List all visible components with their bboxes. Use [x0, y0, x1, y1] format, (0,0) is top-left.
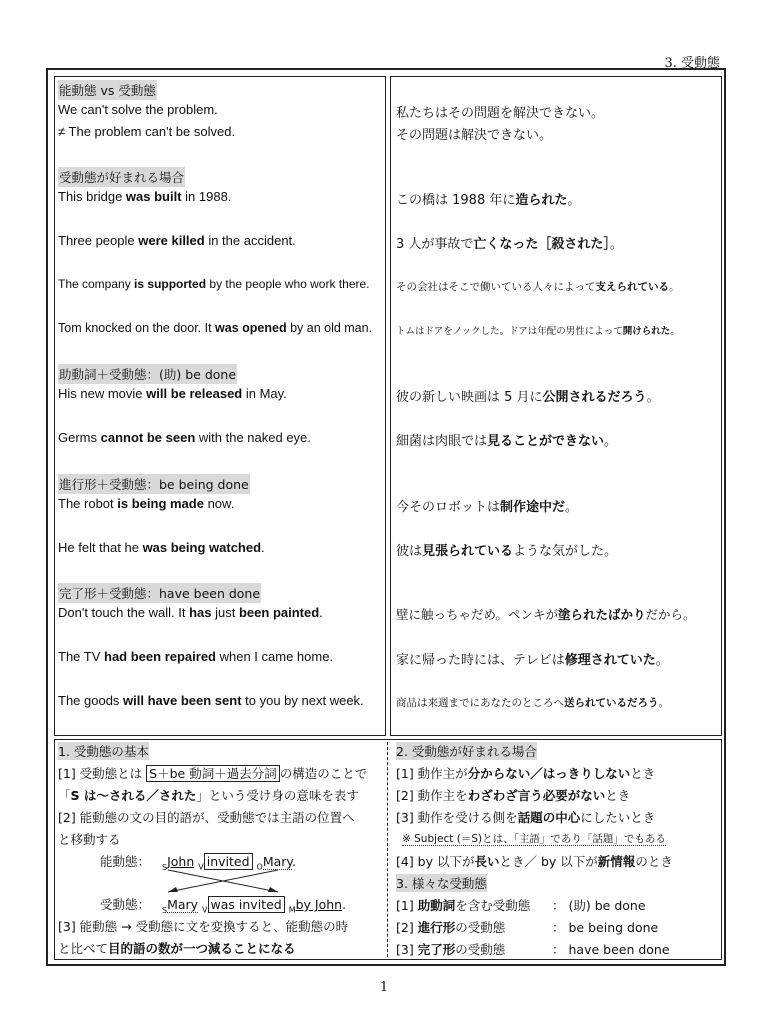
summary-line: ： (助) be done: [552, 898, 646, 913]
example-sentence: The goods will have been sent to you by next week.: [58, 693, 364, 708]
summary-line: [2] 進行形の受動態: [396, 920, 506, 935]
translation: 家に帰った時には、テレビは修理されていた。: [396, 653, 669, 668]
translation: 細菌は肉眼では見ることができない。: [396, 434, 618, 449]
passive-voice-example: 受動態： $_S$Mary $_V$ was invited $_M$by John.: [100, 897, 347, 915]
active-voice-example: 能動態： $_S$John $_V$ invited $_O$Mary.: [100, 854, 296, 872]
translation: その会社はそこで働いている人々によって支えられている。: [396, 281, 680, 293]
translation: この橋は 1988 年に造られた。: [396, 193, 581, 208]
translation: 3 人が事故で亡くなった［殺された］。: [396, 237, 623, 252]
japanese-panel: [390, 76, 722, 736]
summary-divider: [387, 742, 388, 957]
summary-line: と比べて目的語の数が一つ減ることになる: [58, 941, 296, 956]
summary-line: [3] 完了形の受動態: [396, 942, 506, 957]
summary-line: [1] 受動態とは S＋be 動詞＋過去分詞 の構造のことで: [58, 766, 368, 781]
summary-line: と移動する: [58, 832, 121, 847]
summary-line: [2] 動作主をわざわざ言う必要がないとき: [396, 788, 631, 803]
section-heading: 能動態 vs 受動態: [58, 80, 157, 100]
summary-line: ： be being done: [552, 920, 659, 935]
example-sentence: Tom knocked on the door. It was opened by an old man.: [58, 321, 373, 335]
section-heading: 進行形＋受動態：be being done: [58, 474, 250, 494]
translation: 彼は見張られているような気がした。: [396, 544, 618, 559]
summary-line: [4] by 以下が長いとき／ by 以下が新情報のとき: [396, 854, 673, 869]
example-sentence: The TV had been repaired when I came home.: [58, 649, 334, 664]
page-number: 1: [379, 980, 389, 995]
summary-line: [2] 能動態の文の目的語が、受動態では主語の位置へ: [58, 810, 355, 825]
example-sentence: Don't touch the wall. It has just been painted.: [58, 605, 323, 620]
summary-title: 1. 受動態の基本: [58, 744, 149, 759]
translation: 壁に触っちゃだめ。ペンキが塗られたばかりだから。: [396, 607, 696, 622]
translation: トムはドアをノックした。ドアは年配の男性によって開けられた。: [396, 326, 680, 337]
example-sentence: We can't solve the problem.: [58, 102, 218, 117]
summary-line: [3] 能動態 → 受動態に文を変換すると、能動態の時: [58, 919, 349, 934]
page-title: 3. 受動態: [664, 56, 720, 71]
summary-title: 2. 受動態が好まれる場合: [396, 744, 537, 759]
summary-title: 3. 様々な受動態: [396, 876, 487, 891]
section-heading: 完了形＋受動態：have been done: [58, 583, 261, 603]
example-sentence: ≠ The problem can't be solved.: [58, 124, 236, 139]
note: ※ Subject (＝S)とは、「主語」であり「話題」でもある: [402, 833, 666, 845]
translation: その問題は解決できない。: [396, 128, 553, 143]
example-sentence: This bridge was built in 1988.: [58, 189, 232, 204]
example-sentence: Three people were killed in the accident.: [58, 233, 296, 248]
summary-line: ： have been done: [552, 942, 670, 957]
translation: 今そのロボットは制作途中だ。: [396, 500, 579, 515]
section-heading: 受動態が好まれる場合: [58, 167, 185, 187]
summary-line: [3] 動作を受ける側を話題の中心にしたいとき: [396, 810, 656, 825]
example-sentence: The company is supported by the people who work there.: [58, 277, 370, 291]
translation: 私たちはその問題を解決できない。: [396, 106, 605, 121]
example-sentence: Germs cannot be seen with the naked eye.: [58, 430, 311, 445]
example-sentence: He felt that he was being watched.: [58, 540, 265, 555]
section-heading: 助動詞＋受動態：(助) be done: [58, 364, 237, 384]
swap-arrows: [150, 868, 310, 896]
summary-line: [1] 動作主が分からない／はっきりしないとき: [396, 766, 656, 781]
summary-line: [1] 助動詞を含む受動態: [396, 898, 531, 913]
translation: 商品は来週までにあなたのところへ送られているだろう。: [396, 697, 669, 709]
summary-line: 「S は～される／された」という受け身の意味を表す: [58, 788, 359, 803]
translation: 彼の新しい映画は 5 月に公開されるだろう。: [396, 390, 660, 405]
example-sentence: His new movie will be released in May.: [58, 386, 287, 401]
example-sentence: The robot is being made now.: [58, 496, 235, 511]
